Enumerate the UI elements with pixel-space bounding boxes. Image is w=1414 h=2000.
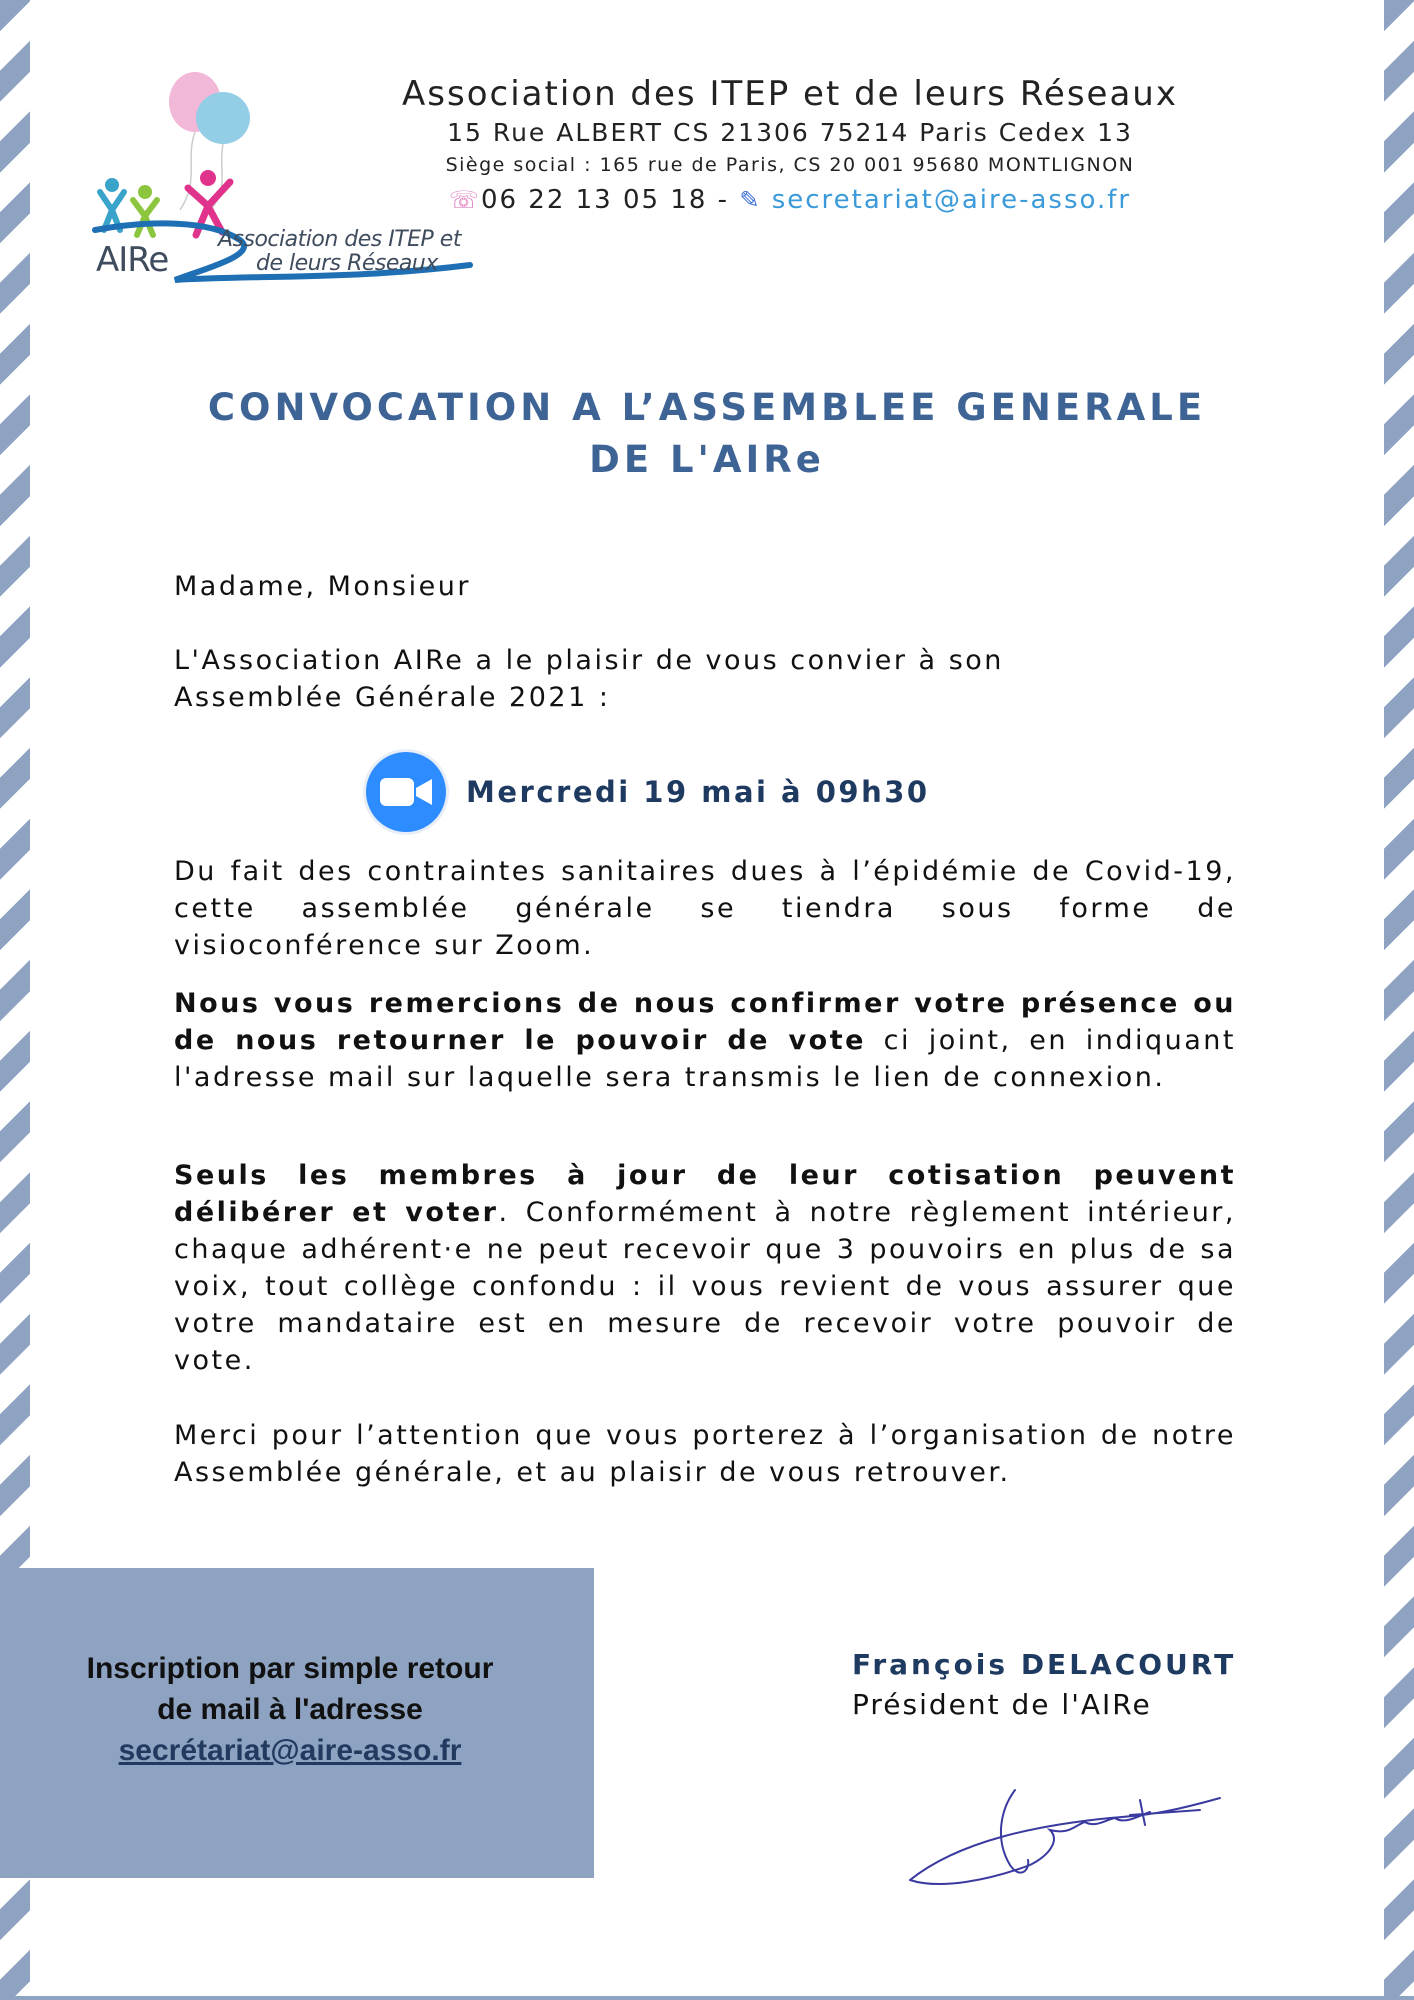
meeting-date: Mercredi 19 mai à 09h30: [466, 775, 930, 809]
confirmation-text: ci joint, en indiquant l'adresse mail sur laquelle sera transmis le lien de connexion.: [174, 1025, 1237, 1093]
letterhead: [340, 72, 1240, 220]
inscription-line1: Inscription par simple retour: [86, 1652, 494, 1685]
phone-number: 06 22 13 05 18 -: [480, 185, 730, 215]
inscription-line2: de mail à l'adresse: [157, 1693, 423, 1726]
paragraph-confirmation: [174, 985, 1236, 1096]
pen-icon: ✎: [739, 186, 762, 214]
handwritten-signature: [900, 1770, 1240, 1900]
bottom-border-line: [0, 1996, 1414, 2000]
paragraph-members: [174, 1157, 1236, 1379]
blue-balloon-shape: [196, 92, 250, 144]
inscription-email-link[interactable]: secrétariat@aire-asso.fr: [118, 1734, 462, 1767]
inscription-box: [0, 1568, 594, 1878]
right-striped-border: [1384, 0, 1414, 2000]
meeting-info: [366, 752, 930, 832]
signatory-name: François DELACOURT: [852, 1648, 1237, 1681]
logo-name-line1: Association des ITEP et: [218, 227, 461, 252]
title-line2: DE L'AIRe: [589, 438, 825, 481]
signatory-role: Président de l'AIRe: [852, 1688, 1152, 1721]
title-line1: CONVOCATION A L’ASSEMBLEE GENERALE: [207, 386, 1207, 429]
paragraph-thanks: Merci pour l’attention que vous porterez à l’organisation de notre Assemblée générale, et au plaisir de vous retrouver.: [174, 1420, 1236, 1488]
logo-name-line2: de leurs Réseaux: [256, 251, 438, 276]
logo-full-name: [218, 228, 461, 276]
intro-paragraph: L'Association AIRe a le plaisir de vous convier à son Assemblée Générale 2021 :: [174, 645, 1004, 713]
confirmation-bold-text: Nous vous remercions de nous confirmer votre présence ou de nous retourner le pouvoir de vote: [174, 988, 1236, 1056]
org-address: 15 Rue ALBERT CS 21306 75214 Paris Cedex 13: [447, 118, 1133, 147]
page-title: [150, 382, 1264, 486]
org-name: Association des ITEP et de leurs Réseaux: [402, 74, 1178, 114]
salutation: Madame, Monsieur: [174, 571, 471, 602]
org-siege: Siège social : 165 rue de Paris, CS 20 001 95680 MONTLIGNON: [445, 154, 1135, 176]
logo-short-name: AIRe: [96, 240, 169, 280]
members-bold-text: Seuls les membres à jour de leur cotisation peuvent délibérer et voter: [174, 1160, 1236, 1228]
zoom-camera-icon: [366, 752, 446, 832]
contact-email-link[interactable]: secretariat@aire-asso.fr: [771, 185, 1132, 215]
members-text: . Conformément à notre règlement intérieur, chaque adhérent·e ne peut recevoir que 3 pouvoirs en plus de sa voix, tout collège confondu : il vous revient de vous assurer que votre mandataire est en mesure de recevoir votre pouvoir de vote.: [174, 1197, 1236, 1376]
phone-icon: ☏: [448, 186, 481, 214]
contact-line: [340, 180, 1240, 220]
inscription-text: [30, 1648, 550, 1771]
paragraph-covid: Du fait des contraintes sanitaires dues à l’épidémie de Covid-19, cette assemblée générale se tiendra sous forme de visioconférence sur Zoom.: [174, 856, 1236, 961]
